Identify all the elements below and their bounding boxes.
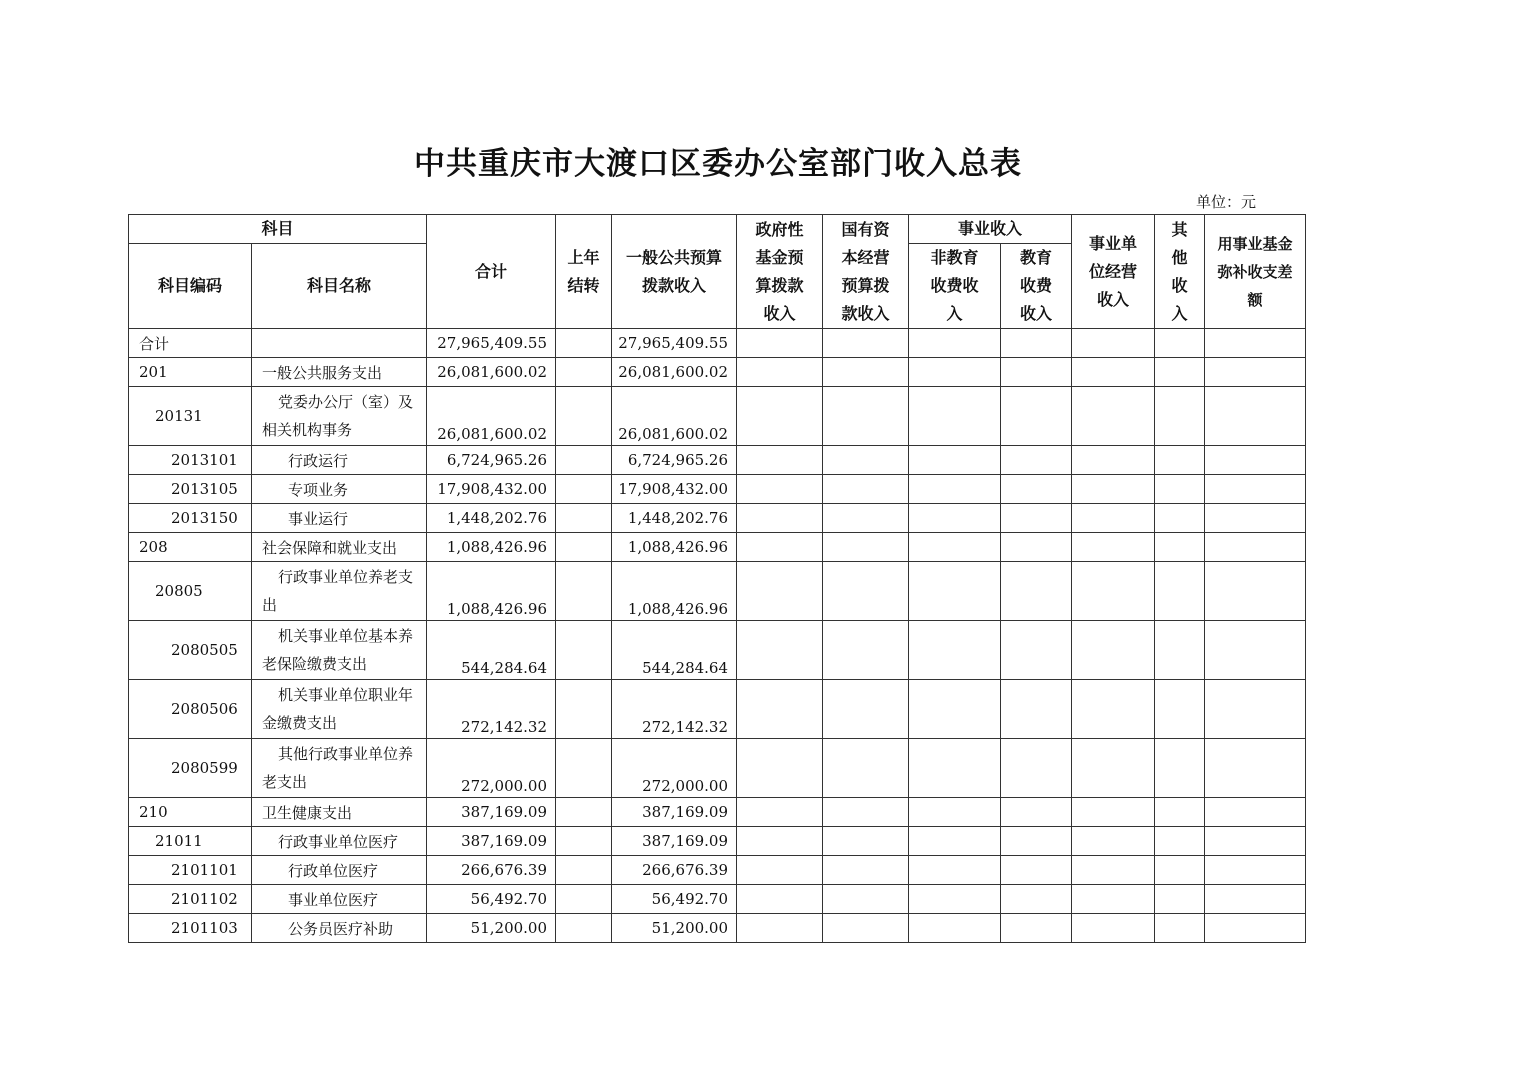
row-code: 2080599 — [129, 739, 252, 798]
header-subject-group: 科目 — [129, 215, 427, 244]
row-name: 机关事业单位职业年金缴费支出 — [252, 680, 427, 739]
table-row — [129, 446, 1306, 475]
row-total: 266,676.39 — [427, 856, 556, 885]
row-total: 17,908,432.00 — [427, 475, 556, 504]
header-general-budget: 一般公共预算拨款收入 — [612, 215, 737, 329]
unit-label: 单位：元 — [1196, 193, 1257, 211]
table-row — [129, 798, 1306, 827]
header-business-operation: 事业单位经营收入 — [1072, 215, 1155, 329]
row-total: 387,169.09 — [427, 798, 556, 827]
header-carryover: 上年结转 — [556, 215, 612, 329]
row-general-budget: 1,088,426.96 — [612, 562, 737, 621]
header-gov-fund: 政府性基金预算拨款收入 — [737, 215, 823, 329]
row-total: 1,448,202.76 — [427, 504, 556, 533]
row-code: 2080506 — [129, 680, 252, 739]
row-name: 行政事业单位医疗 — [252, 827, 427, 856]
row-general-budget: 387,169.09 — [612, 827, 737, 856]
table-row — [129, 680, 1306, 739]
table-row — [129, 504, 1306, 533]
row-total: 27,965,409.55 — [427, 329, 556, 358]
header-subject-name: 科目名称 — [252, 244, 427, 329]
row-code: 2013101 — [129, 446, 252, 475]
row-general-budget: 1,088,426.96 — [612, 533, 737, 562]
header-business-income: 事业收入 — [909, 215, 1072, 244]
row-general-budget: 51,200.00 — [612, 914, 737, 943]
table-row — [129, 562, 1306, 621]
row-name: 行政单位医疗 — [252, 856, 427, 885]
row-general-budget: 544,284.64 — [612, 621, 737, 680]
row-code: 2101101 — [129, 856, 252, 885]
row-name: 机关事业单位基本养老保险缴费支出 — [252, 621, 427, 680]
row-total: 6,724,965.26 — [427, 446, 556, 475]
row-code: 201 — [129, 358, 252, 387]
header-subject-code: 科目编码 — [129, 244, 252, 329]
row-general-budget: 56,492.70 — [612, 885, 737, 914]
row-code: 208 — [129, 533, 252, 562]
row-total: 26,081,600.02 — [427, 387, 556, 446]
table-row — [129, 475, 1306, 504]
row-total: 544,284.64 — [427, 621, 556, 680]
row-general-budget: 1,448,202.76 — [612, 504, 737, 533]
row-general-budget: 387,169.09 — [612, 798, 737, 827]
row-general-budget: 27,965,409.55 — [612, 329, 737, 358]
row-code: 20131 — [129, 387, 252, 446]
row-code: 2101102 — [129, 885, 252, 914]
row-name: 卫生健康支出 — [252, 798, 427, 827]
table-row — [129, 739, 1306, 798]
header-non-edu-fee: 非教育收费收入 — [909, 244, 1001, 329]
row-name: 事业运行 — [252, 504, 427, 533]
row-general-budget: 6,724,965.26 — [612, 446, 737, 475]
row-name: 行政事业单位养老支出 — [252, 562, 427, 621]
table-row — [129, 885, 1306, 914]
row-name: 党委办公厅（室）及相关机构事务 — [252, 387, 427, 446]
row-total: 56,492.70 — [427, 885, 556, 914]
table-row — [129, 914, 1306, 943]
row-name: 公务员医疗补助 — [252, 914, 427, 943]
table-row — [129, 533, 1306, 562]
row-code: 21011 — [129, 827, 252, 856]
row-general-budget: 272,142.32 — [612, 680, 737, 739]
header-edu-fee: 教育收费收入 — [1001, 244, 1072, 329]
table-row — [129, 358, 1306, 387]
header-other-income: 其他收入 — [1155, 215, 1205, 329]
row-total: 272,000.00 — [427, 739, 556, 798]
row-total: 1,088,426.96 — [427, 562, 556, 621]
row-general-budget: 266,676.39 — [612, 856, 737, 885]
row-general-budget: 26,081,600.02 — [612, 387, 737, 446]
row-general-budget: 26,081,600.02 — [612, 358, 737, 387]
table-row — [129, 856, 1306, 885]
header-fund-balance: 用事业基金弥补收支差额 — [1205, 215, 1306, 329]
income-summary-table — [128, 214, 1306, 943]
row-name: 其他行政事业单位养老支出 — [252, 739, 427, 798]
header-total: 合计 — [427, 215, 556, 329]
row-code: 2080505 — [129, 621, 252, 680]
row-total: 1,088,426.96 — [427, 533, 556, 562]
row-total: 272,142.32 — [427, 680, 556, 739]
row-name: 一般公共服务支出 — [252, 358, 427, 387]
row-total: 26,081,600.02 — [427, 358, 556, 387]
table-row — [129, 827, 1306, 856]
row-general-budget: 17,908,432.00 — [612, 475, 737, 504]
table-row — [129, 329, 1306, 358]
row-code: 合计 — [129, 329, 252, 358]
row-code: 2101103 — [129, 914, 252, 943]
row-code: 2013150 — [129, 504, 252, 533]
row-general-budget: 272,000.00 — [612, 739, 737, 798]
row-total: 387,169.09 — [427, 827, 556, 856]
row-name — [252, 329, 427, 358]
table-row — [129, 387, 1306, 446]
row-name: 专项业务 — [252, 475, 427, 504]
row-code: 2013105 — [129, 475, 252, 504]
row-code: 210 — [129, 798, 252, 827]
row-name: 事业单位医疗 — [252, 885, 427, 914]
row-name: 行政运行 — [252, 446, 427, 475]
row-total: 51,200.00 — [427, 914, 556, 943]
row-name: 社会保障和就业支出 — [252, 533, 427, 562]
header-state-capital: 国有资本经营预算拨款收入 — [823, 215, 909, 329]
page-title: 中共重庆市大渡口区委办公室部门收入总表 — [414, 146, 1022, 182]
table-row — [129, 621, 1306, 680]
row-code: 20805 — [129, 562, 252, 621]
